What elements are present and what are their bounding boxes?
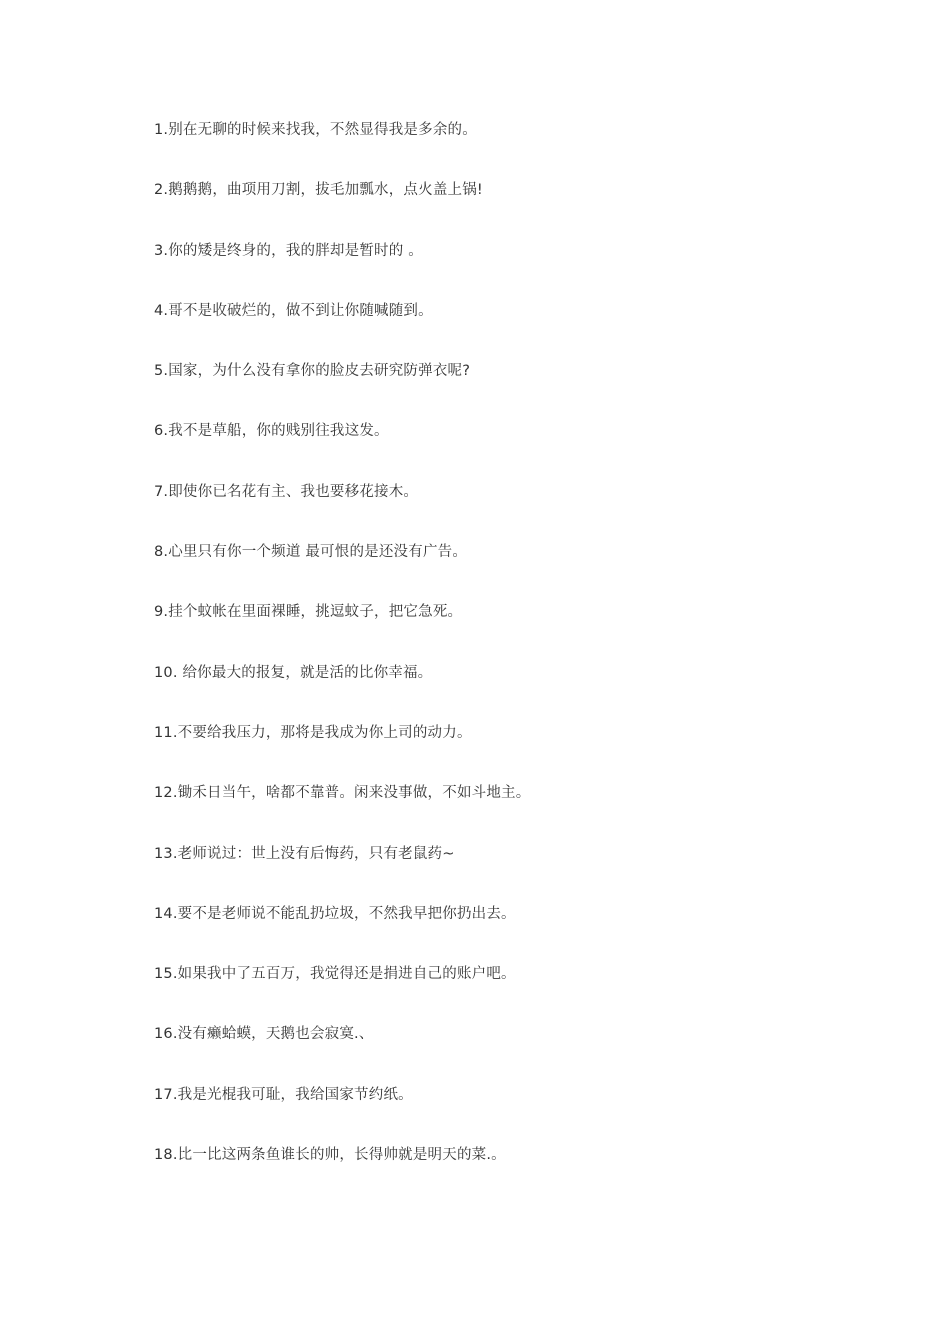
list-item: 14.要不是老师说不能乱扔垃圾，不然我早把你扔出去。 bbox=[154, 905, 516, 922]
joke-list bbox=[154, 120, 854, 1205]
list-item: 8.心里只有你一个频道 最可恨的是还没有广告。 bbox=[154, 544, 468, 561]
list-item: 3.你的矮是终身的，我的胖却是暂时的 。 bbox=[154, 242, 423, 259]
list-item: 10. 给你最大的报复，就是活的比你幸福。 bbox=[154, 664, 433, 681]
list-item: 7.即使你已名花有主、我也要移花接木。 bbox=[154, 483, 419, 500]
list-item: 11.不要给我压力，那将是我成为你上司的动力。 bbox=[154, 724, 472, 741]
list-item: 2.鹅鹅鹅，曲项用刀割，拔毛加瓢水，点火盖上锅! bbox=[154, 182, 483, 199]
list-item: 5.国家，为什么没有拿你的脸皮去研究防弹衣呢? bbox=[154, 363, 471, 380]
list-item: 4.哥不是收破烂的，做不到让你随喊随到。 bbox=[154, 302, 433, 319]
list-item: 18.比一比这两条鱼谁长的帅，长得帅就是明天的菜.。 bbox=[154, 1147, 506, 1164]
list-item: 9.挂个蚊帐在里面裸睡，挑逗蚊子，把它急死。 bbox=[154, 604, 463, 621]
list-item: 6.我不是草船，你的贱别往我这发。 bbox=[154, 423, 389, 440]
list-item: 13.老师说过：世上没有后悔药，只有老鼠药~ bbox=[154, 845, 455, 862]
list-item: 17.我是光棍我可耻，我给国家节约纸。 bbox=[154, 1086, 413, 1103]
list-item: 15.如果我中了五百万，我觉得还是捐进自己的账户吧。 bbox=[154, 966, 516, 983]
list-item: 16.没有癞蛤蟆，天鹅也会寂寞.、 bbox=[154, 1026, 374, 1043]
list-item: 1.别在无聊的时候来找我，不然显得我是多余的。 bbox=[154, 122, 477, 138]
list-item: 12.锄禾日当午，啥都不靠普。闲来没事做，不如斗地主。 bbox=[154, 785, 531, 802]
